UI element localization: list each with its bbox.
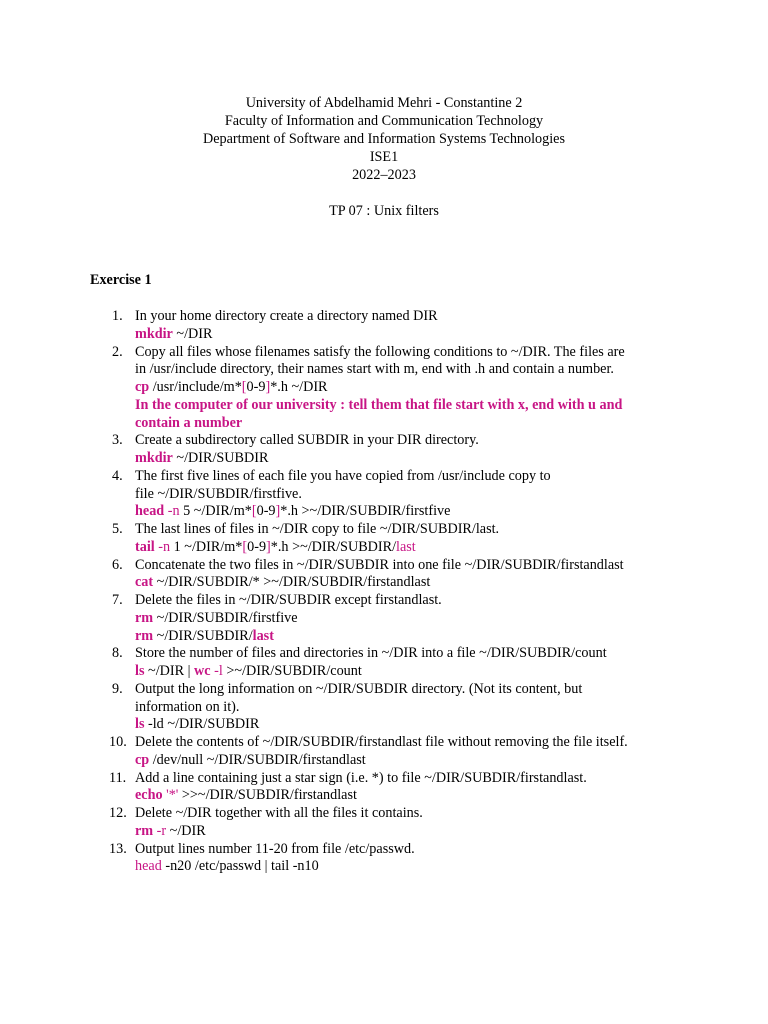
command-text: ~/DIR | <box>144 663 195 679</box>
exercise-list <box>90 308 680 876</box>
department-name: Department of Software and Information Systems Technologies <box>202 131 566 147</box>
exercise-item <box>90 805 680 841</box>
item-command <box>135 326 680 344</box>
item-instruction: Store the number of files and directories in ~/DIR into a file ~/DIR/SUBDIR/count <box>135 645 607 662</box>
exercise-item <box>90 841 680 877</box>
item-command <box>135 503 680 521</box>
command-text: 5 ~/DIR/m* <box>179 503 252 520</box>
item-number: 6. <box>112 556 123 573</box>
exercise-item <box>90 468 680 521</box>
command-keyword: -l <box>210 663 223 679</box>
command-keyword: head <box>135 858 162 875</box>
command-keyword: ] <box>265 379 271 395</box>
command-keyword: -n <box>164 503 180 520</box>
item-instruction: The first five lines of each file you have copied from /usr/include copy to <box>135 467 551 484</box>
command-keyword: cat <box>135 574 154 591</box>
item-command <box>135 610 680 628</box>
academic-year: 2022–2023 <box>352 167 416 183</box>
item-command <box>135 379 680 397</box>
item-note: contain a number <box>135 414 243 431</box>
command-keyword: ] <box>275 503 281 520</box>
document-header <box>0 94 768 220</box>
exercise-item <box>90 681 680 734</box>
command-keyword: -n <box>154 538 171 555</box>
item-number: 1. <box>112 308 123 324</box>
command-keyword: ls <box>135 716 145 733</box>
item-number: 11. <box>109 769 127 786</box>
command-keyword: head <box>135 503 165 520</box>
command-text: 0-9 <box>246 379 266 395</box>
command-keyword: last <box>252 627 274 644</box>
exercise-item <box>90 645 680 681</box>
item-command-secondary <box>135 628 680 646</box>
item-number: 7. <box>112 592 123 608</box>
university-name: University of Abdelhamid Mehri - Constantine 2 <box>245 95 523 111</box>
command-text: -ld ~/DIR/SUBDIR <box>144 716 260 733</box>
command-keyword: echo <box>135 787 163 804</box>
command-keyword: [ <box>242 538 248 555</box>
command-keyword: cp <box>135 751 150 768</box>
command-keyword: mkdir <box>135 450 173 466</box>
command-text: ~/DIR <box>166 822 206 839</box>
command-text: ~/DIR/SUBDIR/firstfive <box>153 609 298 626</box>
command-keyword: tail <box>135 538 155 555</box>
item-number: 13. <box>109 840 127 857</box>
command-keyword: -r <box>153 822 167 839</box>
faculty-name: Faculty of Information and Communication Technology <box>224 113 544 129</box>
command-text: >~/DIR/SUBDIR/count <box>222 663 362 679</box>
item-number: 4. <box>112 467 123 484</box>
exercise-title: Exercise 1 <box>90 272 152 288</box>
command-keyword: cp <box>135 379 150 395</box>
item-command <box>135 752 680 770</box>
command-keyword: [ <box>251 503 257 520</box>
command-text: -n20 /etc/passwd | tail -n10 <box>161 858 319 875</box>
command-keyword: mkdir <box>135 325 173 342</box>
command-keyword: [ <box>241 379 247 395</box>
item-instruction: Create a subdirectory called SUBDIR in your DIR directory. <box>135 432 479 449</box>
command-text: *.h >~/DIR/SUBDIR/firstfive <box>280 503 451 520</box>
item-command <box>135 539 680 557</box>
item-command <box>135 450 680 468</box>
item-instruction: Delete the files in ~/DIR/SUBDIR except firstandlast. <box>135 592 442 608</box>
item-instruction: Output lines number 11-20 from file /etc/passwd. <box>135 840 415 857</box>
item-instruction: Copy all files whose filenames satisfy the following conditions to ~/DIR. The files are <box>135 343 625 360</box>
command-text: /usr/include/m* <box>149 379 242 395</box>
command-text: >>~/DIR/SUBDIR/firstandlast <box>178 787 357 804</box>
item-instruction: In your home directory create a directory named DIR <box>135 308 438 324</box>
command-text: 0-9 <box>256 503 276 520</box>
item-instruction: Add a line containing just a star sign (i.e. *) to file ~/DIR/SUBDIR/firstandlast. <box>135 769 587 786</box>
command-text: 0-9 <box>247 538 267 555</box>
item-command <box>135 663 680 681</box>
item-instruction: in /usr/include directory, their names start with m, end with .h and contain a number. <box>135 361 614 378</box>
exercise-item <box>90 734 680 770</box>
class-level: ISE1 <box>369 149 399 165</box>
exercise-item <box>90 432 680 468</box>
command-keyword: ls <box>135 663 145 679</box>
item-command <box>135 858 680 876</box>
command-keyword: last <box>396 538 416 555</box>
exercise-item <box>90 592 680 645</box>
exercise-item <box>90 308 680 344</box>
item-instruction: Delete ~/DIR together with all the files it contains. <box>135 805 423 821</box>
item-note: In the computer of our university : tell them that file start with x, end with u and <box>135 396 623 413</box>
command-text: *.h ~/DIR <box>270 379 328 395</box>
item-command <box>135 823 680 841</box>
command-keyword: '*' <box>162 787 179 804</box>
item-number: 5. <box>112 521 123 537</box>
item-number: 12. <box>109 805 127 821</box>
command-keyword: rm <box>135 609 154 626</box>
item-number: 10. <box>109 734 127 750</box>
command-keyword: rm <box>135 627 154 644</box>
item-instruction: Concatenate the two files in ~/DIR/SUBDIR into one file ~/DIR/SUBDIR/firstandlast <box>135 556 624 573</box>
command-text: /dev/null ~/DIR/SUBDIR/firstandlast <box>149 751 366 768</box>
item-instruction: file ~/DIR/SUBDIR/firstfive. <box>135 485 302 502</box>
item-instruction: information on it). <box>135 698 240 715</box>
exercise-item <box>90 557 680 593</box>
item-number: 9. <box>112 680 123 697</box>
command-text: ~/DIR/SUBDIR/* >~/DIR/SUBDIR/firstandlast <box>153 574 431 591</box>
exercise-item <box>90 770 680 806</box>
command-text: ~/DIR/SUBDIR/ <box>153 627 253 644</box>
item-instruction: Output the long information on ~/DIR/SUBDIR directory. (Not its content, but <box>135 680 583 697</box>
item-instruction: The last lines of files in ~/DIR copy to file ~/DIR/SUBDIR/last. <box>135 521 500 537</box>
item-command <box>135 787 680 805</box>
command-keyword: ] <box>266 538 271 555</box>
exercise-item <box>90 344 680 433</box>
command-text: ~/DIR <box>172 325 213 342</box>
item-command <box>135 716 680 734</box>
item-instruction: Delete the contents of ~/DIR/SUBDIR/firstandlast file without removing the file itself. <box>135 734 628 750</box>
item-command <box>135 574 680 592</box>
command-keyword: wc <box>194 663 211 679</box>
command-text: *.h >~/DIR/SUBDIR/ <box>270 538 397 555</box>
command-text: 1 ~/DIR/m* <box>170 538 243 555</box>
tp-title: TP 07 : Unix filters <box>329 203 439 219</box>
command-text: ~/DIR/SUBDIR <box>172 450 269 466</box>
item-number: 3. <box>112 432 123 449</box>
exercise-item <box>90 521 680 557</box>
item-number: 2. <box>112 343 123 360</box>
command-keyword: rm <box>135 822 154 839</box>
item-number: 8. <box>112 645 123 662</box>
